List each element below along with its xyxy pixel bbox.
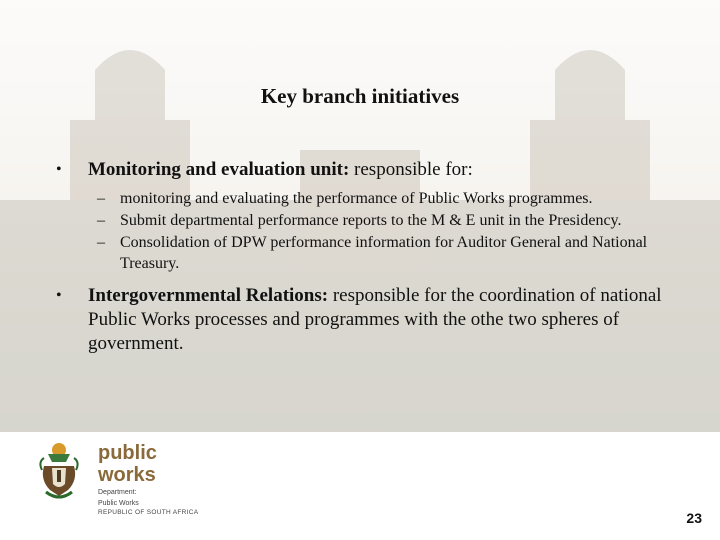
logo-text: [98, 442, 206, 517]
sub-item: [88, 210, 676, 231]
coat-of-arms-icon: [36, 440, 82, 500]
bullet-marker: •: [56, 287, 62, 304]
logo-department-line1: Department:: [98, 489, 137, 496]
public-works-logo: [36, 440, 206, 516]
dash-marker: –: [97, 234, 105, 251]
sub-item-text: monitoring and evaluating the performance of Public Works programmes.: [120, 190, 593, 207]
sub-item: [88, 188, 676, 209]
page-number: 23: [686, 510, 702, 526]
sub-list: [88, 188, 676, 274]
bullet-heading: Monitoring and evaluation unit:: [88, 159, 350, 180]
bullet-monitoring-evaluation: [56, 158, 676, 274]
dash-marker: –: [97, 212, 105, 229]
logo-title: public works: [98, 442, 157, 486]
bullet-marker: •: [56, 161, 62, 178]
sub-item-text: Submit departmental performance reports to the M & E unit in the Presidency.: [120, 212, 622, 229]
bullet-text: responsible for:: [349, 159, 473, 180]
dash-marker: –: [97, 190, 105, 207]
logo-country: REPUBLIC OF SOUTH AFRICA: [98, 509, 199, 516]
sub-item-text: Consolidation of DPW performance information for Auditor General and National Treasury.: [120, 234, 648, 272]
bullet-heading: Intergovernmental Relations:: [88, 285, 329, 306]
bullet-intergovernmental-relations: [56, 284, 676, 356]
logo-department-line2: Public Works: [98, 500, 139, 507]
bullet-text: responsible for the coordination of national Public Works processes and programmes with the othe two spheres of government.: [88, 285, 662, 354]
slide-content: [56, 158, 676, 364]
sub-item: [88, 232, 676, 274]
slide-title: Key branch initiatives: [260, 84, 460, 108]
